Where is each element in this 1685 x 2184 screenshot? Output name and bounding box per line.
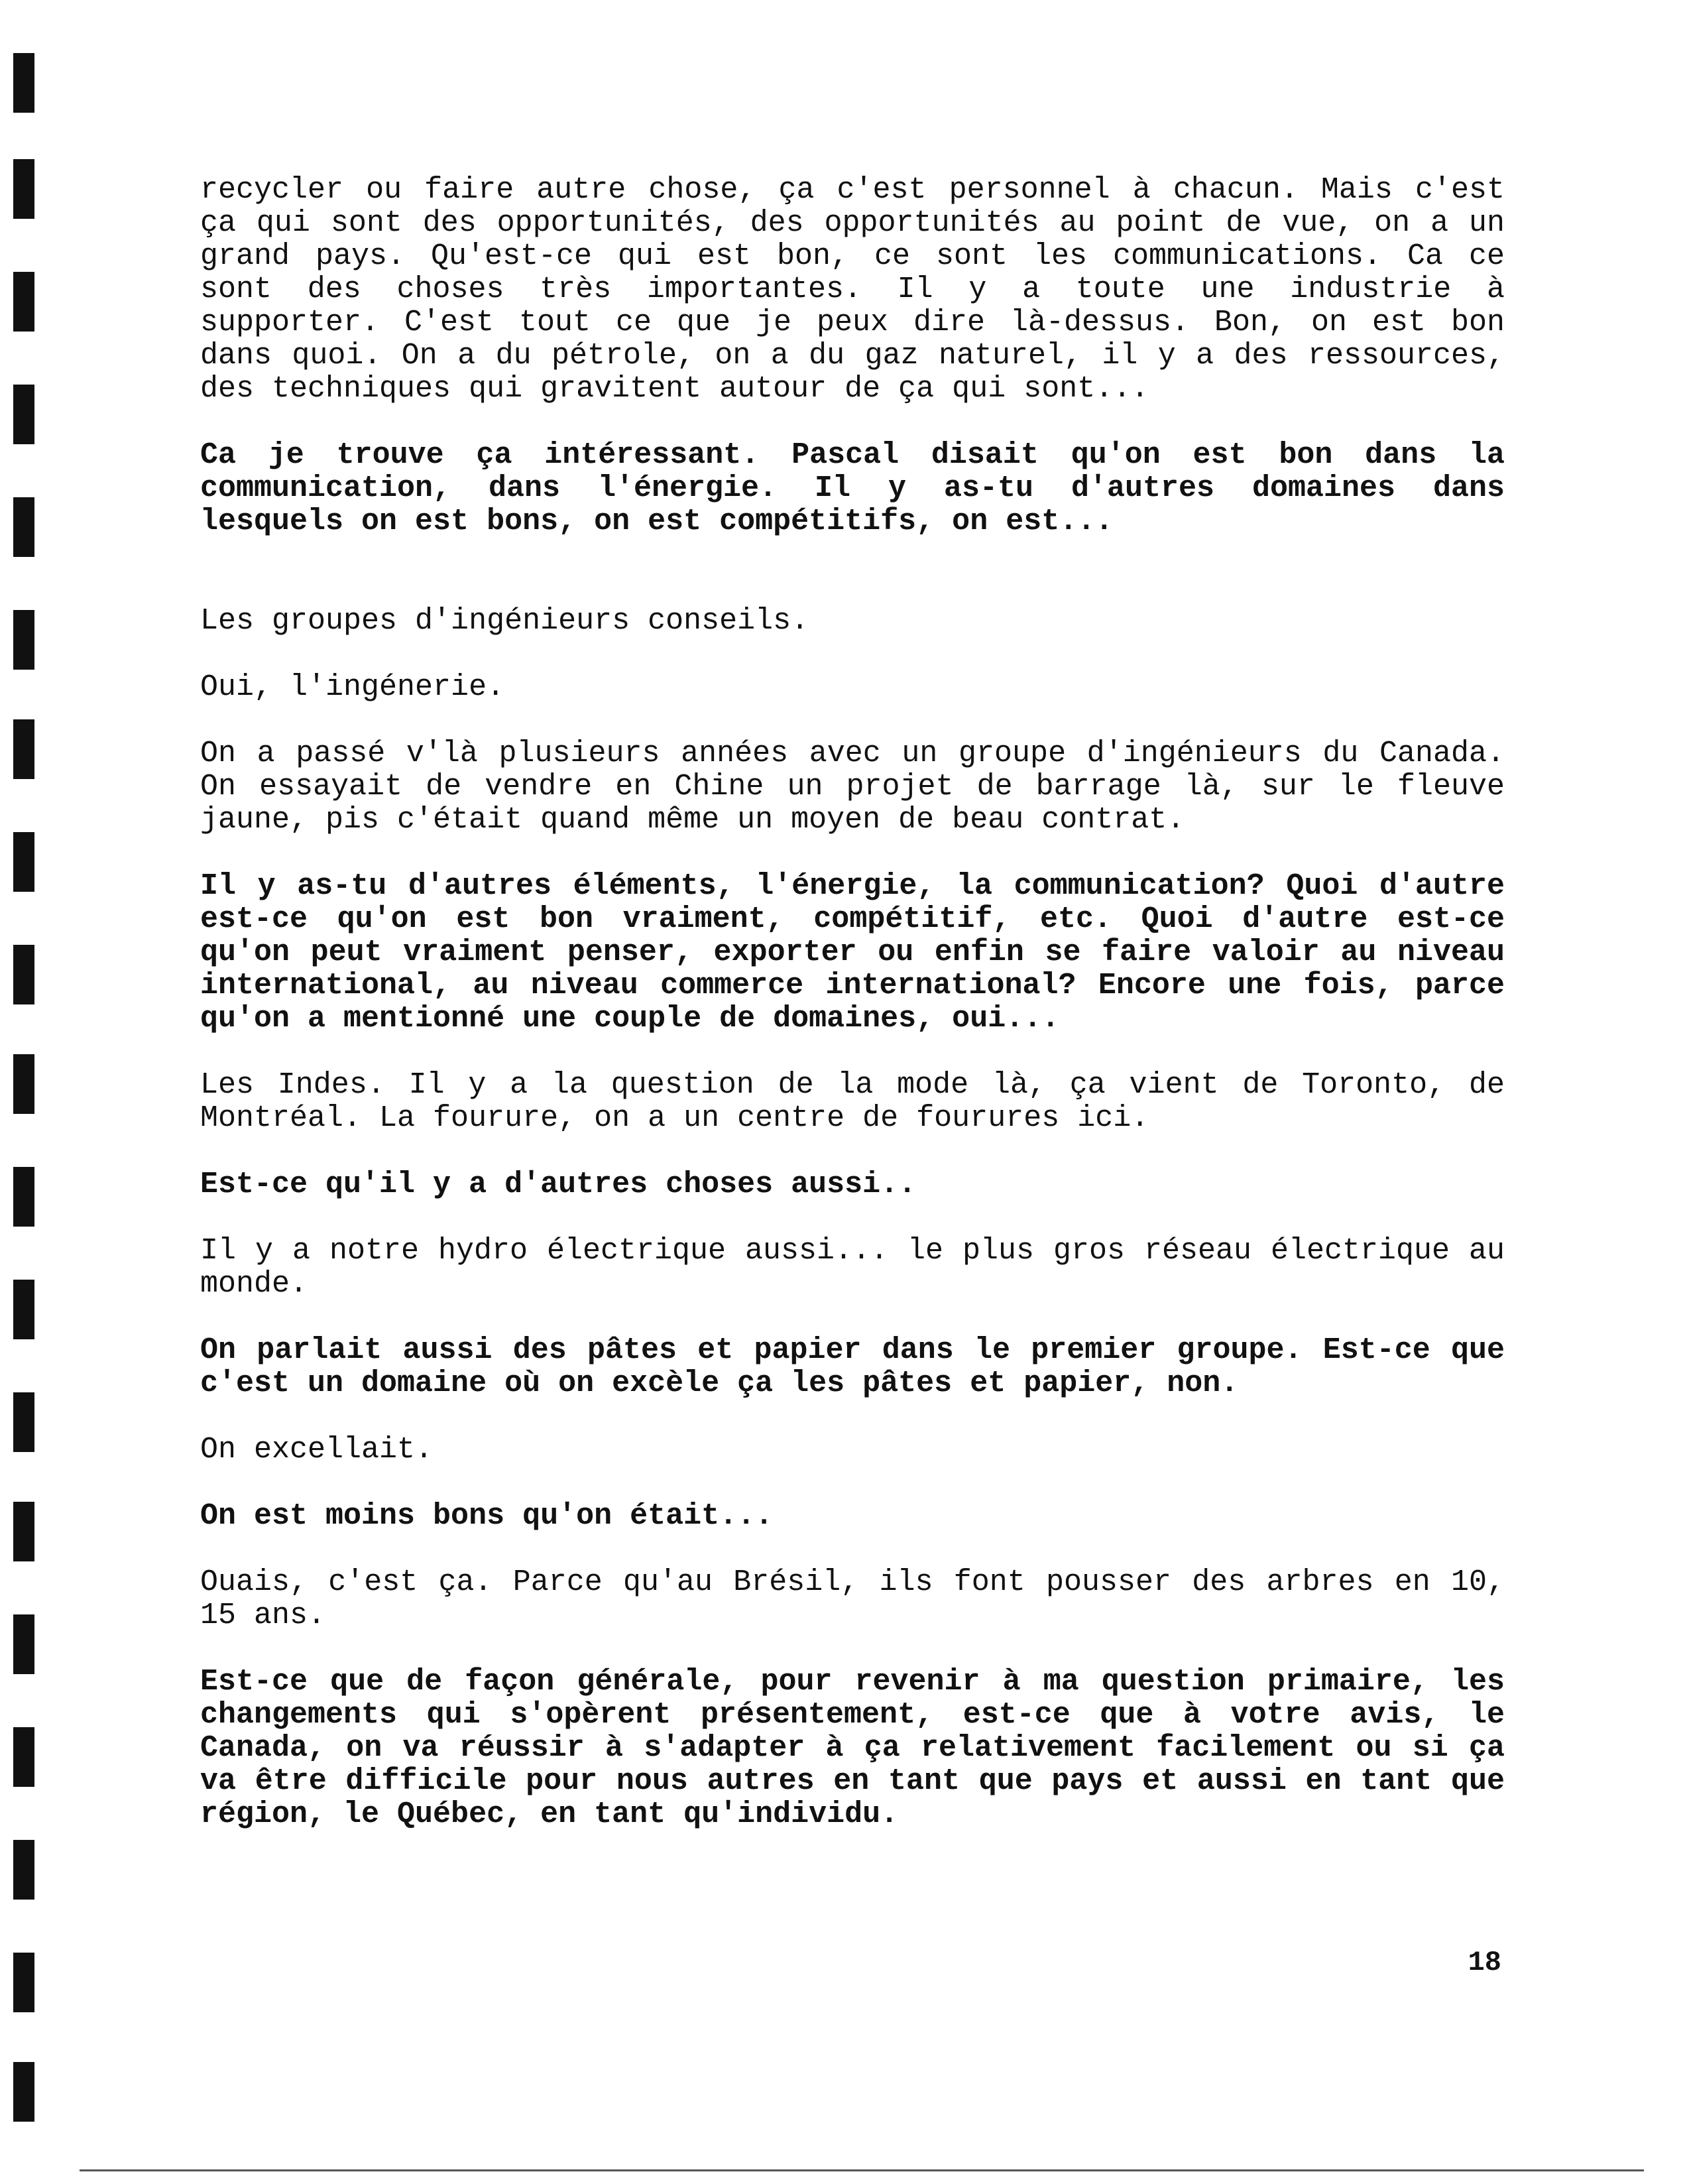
margin-bar [13,1953,34,2012]
margin-bar [13,1727,34,1787]
margin-bar [13,832,34,892]
margin-bar [13,1502,34,1561]
answer-paragraph: Les Indes. Il y a la question de la mode là, ça vient de Toronto, de Montréal. La fourure, on a un centre de fourures ici. [200,1068,1505,1135]
page-number: 18 [1468,1947,1501,1978]
margin-bar [13,1054,34,1114]
margin-bar [13,1392,34,1452]
question-paragraph: Ca je trouve ça intéressant. Pascal disait qu'on est bon dans la communication, dans l'énergie. Il y as-tu d'autres domaines dans lesquels on est bons, on est compétitifs, on est... [200,438,1505,538]
transcript-body [200,174,1505,1831]
margin-bar [13,1280,34,1339]
answer-paragraph: Les groupes d'ingénieurs conseils. [200,604,809,638]
margin-bar [13,385,34,444]
question-paragraph: On est moins bons qu'on était... [200,1499,774,1533]
question-paragraph: Il y as-tu d'autres éléments, l'énergie, la communication? Quoi d'autre est-ce qu'on est bon vraiment, compétitif, etc. Quoi d'autre est-ce qu'on peut vraiment penser, exporter ou enfin se faire valoir au niveau international, au niveau commerce international? Encore une fois, parce qu'on a mentionné une couple de domaines, oui... [200,869,1505,1036]
margin-bar [13,272,34,332]
margin-bar [13,1167,34,1227]
margin-bar [13,53,34,113]
margin-bar [13,945,34,1004]
question-paragraph: Est-ce qu'il y a d'autres choses aussi.. [200,1168,917,1201]
answer-paragraph: On excellait. [200,1433,434,1467]
answer-paragraph: Il y a notre hydro électrique aussi... le plus gros réseau électrique au monde. [200,1234,1505,1301]
answer-paragraph: recycler ou faire autre chose, ça c'est personnel à chacun. Mais c'est ça qui sont des opportunités, des opportunités au point de vue, on a un grand pays. Qu'est-ce qui est bon, ce sont les communications. Ca ce sont des choses très importantes. Il y a toute une industrie à supporter. C'est tout ce que je peux dire là-dessus. Bon, on est bon dans quoi. On a du pétrole, on a du gaz naturel, il y a des ressources, des techniques qui gravitent autour de ça qui sont... [200,173,1505,406]
margin-bar [13,159,34,219]
bottom-rule [80,2169,1644,2171]
answer-paragraph: Oui, l'ingénerie. [200,670,505,704]
margin-bar [13,1840,34,1900]
answer-paragraph: On a passé v'là plusieurs années avec un groupe d'ingénieurs du Canada. On essayait de vendre en Chine un projet de barrage là, sur le fleuve jaune, pis c'était quand même un moyen de beau contrat. [200,737,1505,837]
margin-bar [13,497,34,557]
margin-bar [13,1614,34,1674]
question-paragraph: Est-ce que de façon générale, pour revenir à ma question primaire, les changements qui s'opèrent présentement, est-ce que à votre avis, le Canada, on va réussir à s'adapter à ça relativement facilement ou si ça va être difficile pour nous autres en tant que pays et aussi en tant que région, le Québec, en tant qu'individu. [200,1665,1505,1831]
margin-bar [13,719,34,779]
margin-bar [13,2062,34,2122]
answer-paragraph: Ouais, c'est ça. Parce qu'au Brésil, ils font pousser des arbres en 10, 15 ans. [200,1565,1505,1632]
question-paragraph: On parlait aussi des pâtes et papier dans le premier groupe. Est-ce que c'est un domaine où on excèle ça les pâtes et papier, non. [200,1333,1505,1400]
margin-bar [13,610,34,670]
